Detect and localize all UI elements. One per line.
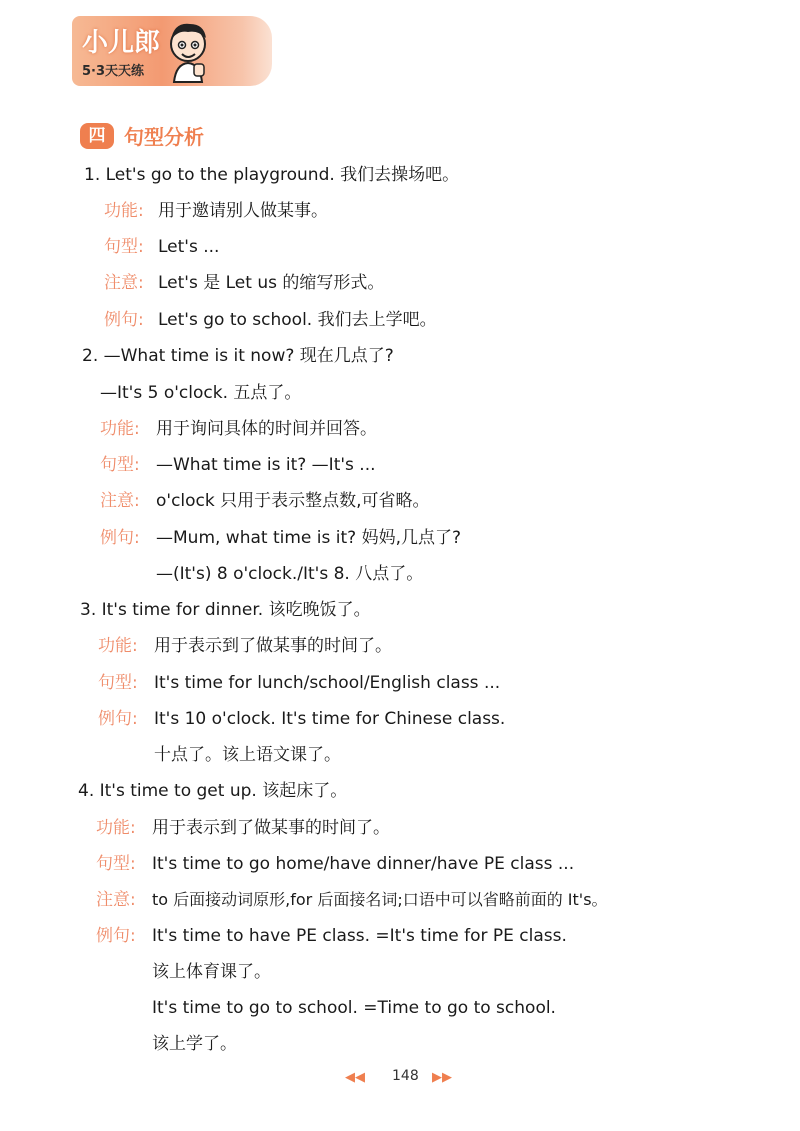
- item-2-sentence: 2. —What time is it now? 现在几点了?: [82, 346, 394, 366]
- page-footer: [0, 1066, 800, 1094]
- item-2-function-text: 用于询问具体的时间并回答。: [156, 419, 377, 439]
- brand-title: 小儿郎: [82, 28, 161, 58]
- item-1-note-label: 注意:: [104, 273, 144, 293]
- item-1-example-text: Let's go to school. 我们去上学吧。: [158, 310, 437, 330]
- item-1-pattern-label: 句型:: [104, 237, 144, 257]
- item-4-example-text-1: It's time to have PE class. =It's time for PE class.: [152, 926, 567, 946]
- item-3-function-label: 功能:: [98, 636, 138, 656]
- item-4-example-text-2: It's time to go to school. =Time to go to school.: [152, 998, 556, 1018]
- item-4-note-label: 注意:: [96, 890, 136, 910]
- prev-arrows-icon: ◀◀: [345, 1070, 365, 1085]
- item-4-pattern-text: It's time to go home/have dinner/have PE class ...: [152, 854, 575, 874]
- section-number-badge: 四: [80, 123, 114, 149]
- item-4-example-translation-2: 该上学了。: [152, 1034, 237, 1054]
- item-2-pattern-text: —What time is it? —It's ...: [156, 455, 376, 475]
- item-2-note-text: o'clock 只用于表示整点数,可省略。: [156, 491, 430, 511]
- item-4-note-text: to 后面接动词原形,for 后面接名词;口语中可以省略前面的 It's。: [152, 890, 608, 909]
- brand-subtitle: 5·3天天练: [82, 64, 145, 79]
- item-1-note-text: Let's 是 Let us 的缩写形式。: [158, 273, 385, 293]
- section-title: 句型分析: [124, 125, 204, 149]
- item-1-pattern-text: Let's ...: [158, 237, 220, 257]
- item-3-function-text: 用于表示到了做某事的时间了。: [154, 636, 392, 656]
- item-2-function-label: 功能:: [100, 419, 140, 439]
- page-number: 148: [392, 1068, 419, 1084]
- item-1-function-text: 用于邀请别人做某事。: [158, 201, 328, 221]
- item-1-function-label: 功能:: [104, 201, 144, 221]
- item-4-example-label: 例句:: [96, 926, 136, 946]
- item-3-pattern-label: 句型:: [98, 673, 138, 693]
- item-2-answer: —It's 5 o'clock. 五点了。: [100, 383, 302, 403]
- item-3-pattern-text: It's time for lunch/school/English class ...: [154, 673, 501, 693]
- item-4-example-translation-1: 该上体育课了。: [152, 962, 271, 982]
- item-3-example-translation: 十点了。该上语文课了。: [154, 745, 341, 765]
- item-3-sentence: 3. It's time for dinner. 该吃晚饭了。: [80, 600, 371, 620]
- item-1-sentence: 1. Let's go to the playground. 我们去操场吧。: [84, 165, 460, 185]
- item-4-function-label: 功能:: [96, 818, 136, 838]
- item-2-pattern-label: 句型:: [100, 455, 140, 475]
- item-3-example-text: It's 10 o'clock. It's time for Chinese class.: [154, 709, 506, 729]
- item-2-example-text: —Mum, what time is it? 妈妈,几点了?: [156, 528, 462, 548]
- item-1-example-label: 例句:: [104, 310, 144, 330]
- item-4-sentence: 4. It's time to get up. 该起床了。: [78, 781, 348, 801]
- item-2-example-answer: —(It's) 8 o'clock./It's 8. 八点了。: [156, 564, 424, 584]
- next-arrows-icon: ▶▶: [432, 1070, 452, 1085]
- mascot-icon: [164, 16, 212, 86]
- item-4-pattern-label: 句型:: [96, 854, 136, 874]
- item-4-function-text: 用于表示到了做某事的时间了。: [152, 818, 390, 838]
- item-2-note-label: 注意:: [100, 491, 140, 511]
- item-2-example-label: 例句:: [100, 528, 140, 548]
- header-banner: [72, 16, 272, 86]
- item-3-example-label: 例句:: [98, 709, 138, 729]
